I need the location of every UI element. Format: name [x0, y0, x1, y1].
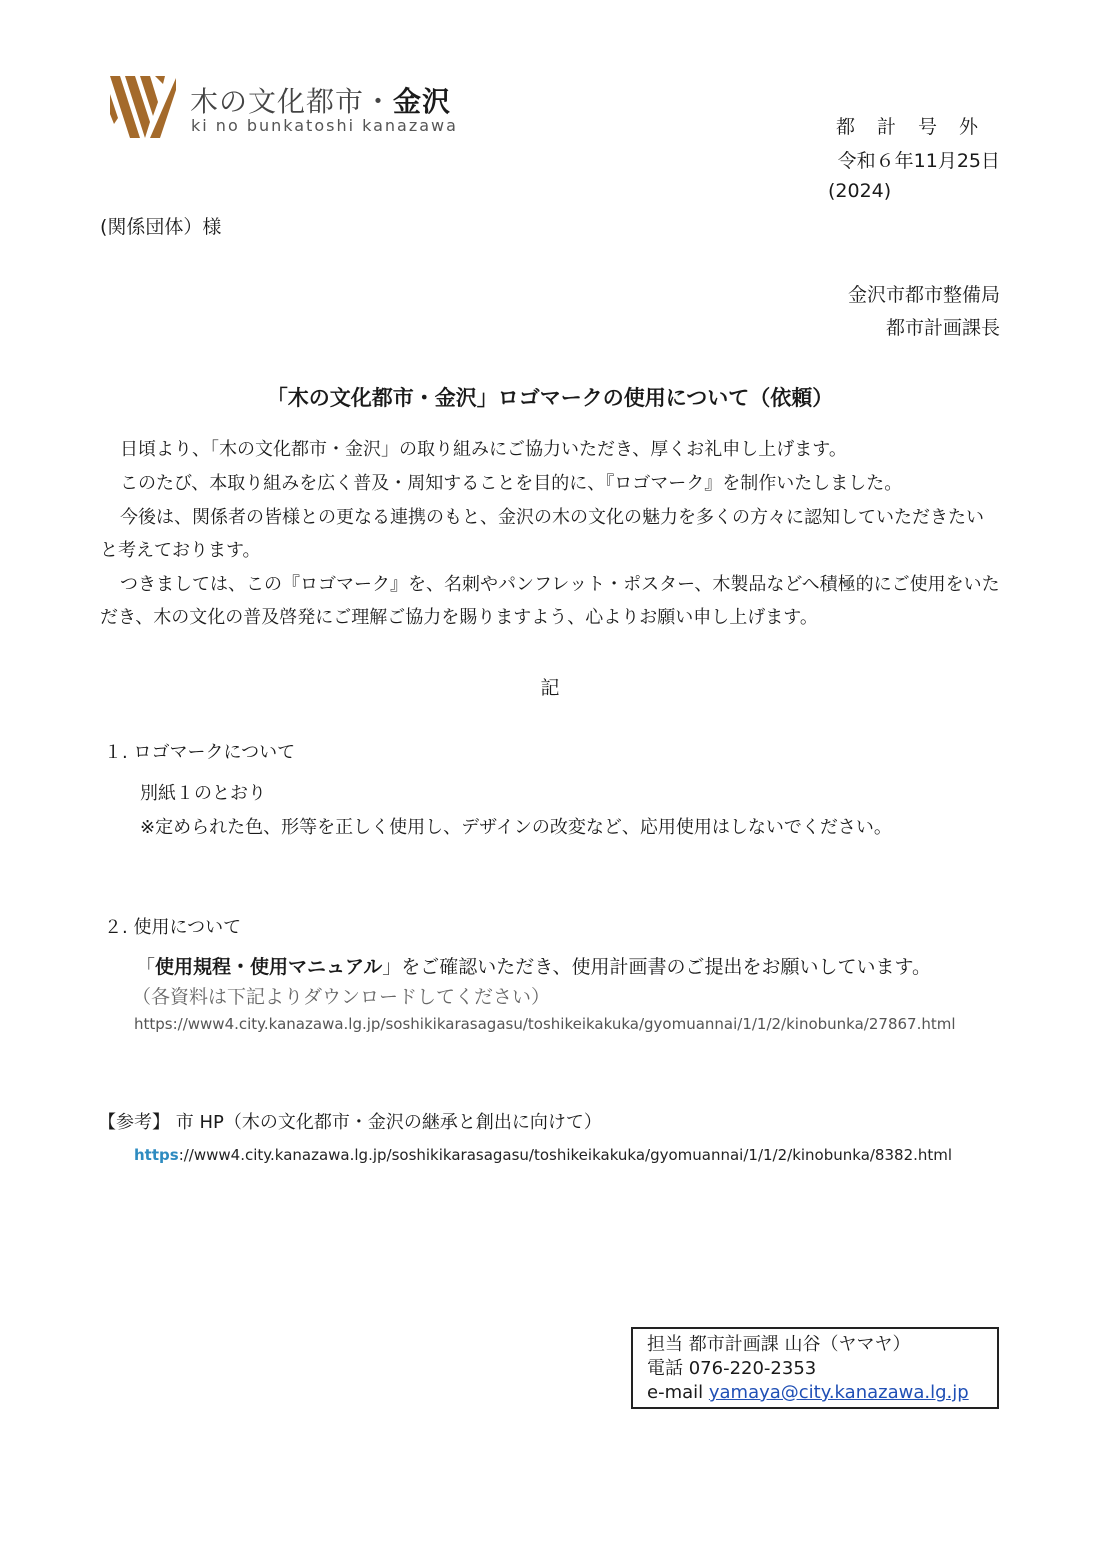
document-date: 令和６年11月25日: [837, 150, 1000, 172]
contact-email-label: e-mail: [647, 1382, 709, 1403]
body-paragraph: 今後は、関係者の皆様との更なる連携のもと、金沢の木の文化の魅力を多くの方々に認知していただきたいと考えております。: [100, 507, 984, 561]
section2-open-bracket: 「: [136, 956, 156, 978]
logo-title: [190, 80, 451, 120]
logo-title-main: 木の文化都市: [190, 85, 365, 118]
reference-label: 【参考】 市 HP（木の文化都市・金沢の継承と創出に向けて）: [98, 1112, 602, 1133]
contact-box: [631, 1327, 999, 1409]
logo-subtitle: ki no bunkatoshi kanazawa: [191, 116, 458, 135]
ki-heading: 記: [540, 677, 560, 699]
reference-url-scheme: https: [134, 1146, 179, 1164]
logo-title-city: 金沢: [393, 85, 452, 118]
reference-url[interactable]: [134, 1146, 952, 1164]
document-year: (2024): [828, 180, 892, 202]
logo-title-dot: ・: [364, 85, 394, 118]
contact-person: 担当 都市計画課 山谷（ヤマヤ）: [647, 1334, 911, 1355]
manual-name: 使用規程・使用マニュアル: [155, 956, 383, 978]
addressee: (関係団体）様: [100, 216, 222, 238]
kinobunka-logo-icon: [110, 76, 176, 138]
section2-line: [136, 952, 931, 979]
section1-heading: １. ロゴマークについて: [104, 742, 296, 763]
sender-organization: 金沢市都市整備局: [847, 284, 1000, 306]
contact-email-line: [647, 1381, 997, 1405]
reference-url-rest: ://www4.city.kanazawa.lg.jp/soshikikarasagasu/toshikeikakuka/gyomuannai/1/1/2/kinobunka/8382.html: [178, 1146, 953, 1164]
manual-download-url[interactable]: https://www4.city.kanazawa.lg.jp/soshikikarasagasu/toshikeikakuka/gyomuannai/1/1/2/kinobunka/27867.html: [134, 1015, 956, 1033]
sender-title: 都市計画課長: [885, 317, 1000, 339]
section2-note: （各資料は下記よりダウンロードしてください）: [132, 986, 551, 1008]
contact-phone: 電話 076-220-2353: [647, 1358, 817, 1379]
section1-line: 別紙１のとおり: [140, 783, 266, 804]
body-paragraph: このたび、本取り組みを広く普及・周知することを目的に、『ロゴマーク』を制作いたしました。: [120, 473, 903, 494]
section2-line-rest: 」をご確認いただき、使用計画書のご提出をお願いしています。: [382, 956, 931, 978]
section2-heading: ２. 使用について: [104, 917, 242, 938]
body-paragraph: つきましては、この『ロゴマーク』を、名刺やパンフレット・ポスター、木製品などへ積極的にご使用をいただき、木の文化の普及啓発にご理解ご協力を賜りますよう、心よりお願い申し上げます。: [100, 574, 1000, 628]
section1-note: ※定められた色、形等を正しく使用し、デザインの改変など、応用使用はしないでください。: [140, 817, 892, 838]
document-number: 都計号外: [836, 116, 1001, 138]
document-title: 「木の文化都市・金沢」ロゴマークの使用について（依頼）: [266, 386, 834, 410]
contact-email-link[interactable]: yamaya@city.kanazawa.lg.jp: [708, 1382, 969, 1403]
body-paragraph: 日頃より、「木の文化都市・金沢」の取り組みにご協力いただき、厚くお礼申し上げます。: [120, 439, 847, 460]
